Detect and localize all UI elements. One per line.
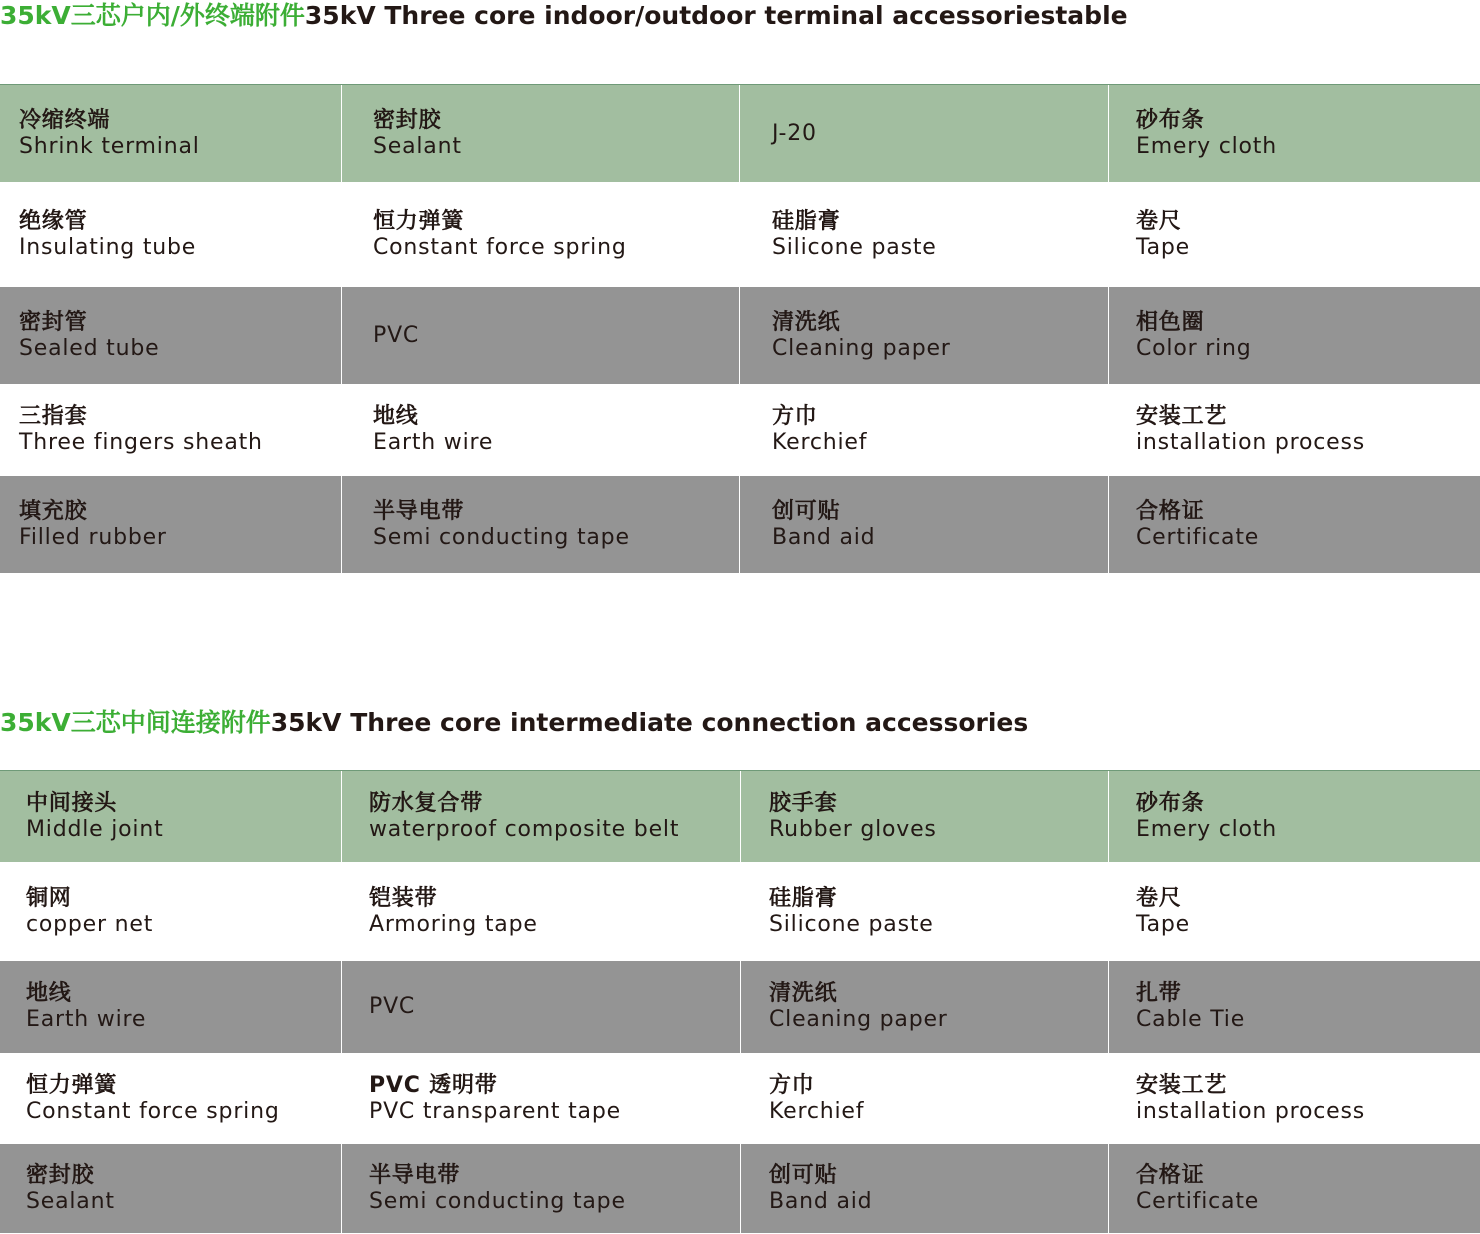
table-cell <box>740 862 1108 961</box>
table-cell <box>1108 85 1480 182</box>
cell-label-zh: 合格证 <box>1136 1162 1205 1188</box>
table-row <box>0 1053 1480 1144</box>
table-row <box>0 384 1480 476</box>
table-cell <box>0 182 341 287</box>
table-cell <box>739 476 1108 573</box>
cell-label-zh: 地线 <box>26 981 72 1006</box>
cell-label-zh: 清洗纸 <box>769 981 838 1006</box>
table-cell <box>0 771 341 862</box>
table-cell <box>0 862 341 961</box>
cell-label-zh: 创可贴 <box>772 498 841 524</box>
table-cell <box>341 961 740 1053</box>
cell-label-en: Constant force spring <box>26 1098 280 1124</box>
table-row <box>0 771 1480 862</box>
table2-title-en: 35kV Three core intermediate connection accessories <box>270 708 1029 737</box>
cell-label-zh: 冷缩终端 <box>19 107 111 133</box>
table2-title-cn: 35kV三芯中间连接附件 <box>0 708 271 737</box>
cell-label-zh: 防水复合带 <box>369 790 484 816</box>
cell-label-zh: 半导电带 <box>373 498 465 524</box>
cell-label-en: Semi conducting tape <box>373 524 630 550</box>
cell-label-zh: 方巾 <box>769 1072 815 1098</box>
cell-label-zh: 合格证 <box>1136 498 1205 524</box>
table-cell <box>0 384 341 476</box>
cell-label-en: Semi conducting tape <box>369 1188 626 1214</box>
table-cell <box>341 862 740 961</box>
table-cell <box>739 85 1108 182</box>
cell-label-en: Tape <box>1136 911 1190 937</box>
table-cell <box>739 182 1108 287</box>
cell-label-zh: PVC 透明带 <box>369 1072 498 1098</box>
cell-label-zh: 铜网 <box>26 885 72 911</box>
table-cell <box>740 771 1108 862</box>
table-row <box>0 85 1480 182</box>
cell-label-zh: 中间接头 <box>26 790 118 816</box>
cell-label-en: Band aid <box>772 524 876 550</box>
table-row <box>0 1144 1480 1233</box>
cell-label-en: PVC <box>369 994 416 1019</box>
cell-label-en: Kerchief <box>769 1098 865 1124</box>
cell-label-zh: 砂布条 <box>1136 790 1205 816</box>
cell-label-en: Tape <box>1136 234 1190 260</box>
table-cell <box>1108 1144 1480 1233</box>
table-cell <box>1108 182 1480 287</box>
cell-label-en: Earth wire <box>373 430 494 455</box>
cell-label-en: Cable Tie <box>1136 1007 1246 1032</box>
table1-title-cn: 35kV三芯户内/外终端附件 <box>0 1 305 30</box>
cell-label-zh: 安装工艺 <box>1136 1072 1228 1098</box>
cell-label-zh: 密封管 <box>19 309 88 335</box>
cell-label-zh: 硅脂膏 <box>772 208 841 234</box>
cell-label-zh: 卷尺 <box>1136 885 1182 911</box>
table-cell <box>740 1053 1108 1144</box>
cell-label-en: installation process <box>1136 430 1366 455</box>
table-cell <box>341 1144 740 1233</box>
cell-label-zh: 密封胶 <box>26 1162 95 1188</box>
table2-title <box>0 708 1028 738</box>
table-cell <box>1108 1053 1480 1144</box>
table-cell <box>341 384 739 476</box>
cell-label-en: waterproof composite belt <box>369 816 680 842</box>
cell-label-en: Sealant <box>26 1188 115 1214</box>
cell-label-zh: 安装工艺 <box>1136 404 1228 429</box>
cell-label-en: Sealant <box>373 133 462 159</box>
cell-label-en: Silicone paste <box>769 911 934 937</box>
table-cell <box>341 287 739 384</box>
table-row <box>0 961 1480 1053</box>
table1-title <box>0 1 1128 31</box>
table-cell <box>341 771 740 862</box>
table-cell <box>0 85 341 182</box>
table1-title-en: 35kV Three core indoor/outdoor terminal accessoriestable <box>304 1 1128 30</box>
cell-label-en: Middle joint <box>26 816 164 842</box>
cell-label-zh: 相色圈 <box>1136 309 1205 335</box>
cell-label-zh: 恒力弹簧 <box>26 1072 118 1098</box>
cell-label-en: PVC <box>373 322 420 348</box>
table-row <box>0 287 1480 384</box>
cell-label-en: Cleaning paper <box>769 1007 948 1032</box>
cell-label-zh: 地线 <box>373 404 419 429</box>
table-row <box>0 862 1480 961</box>
table-cell <box>740 961 1108 1053</box>
table-cell <box>739 287 1108 384</box>
table-cell <box>0 287 341 384</box>
cell-label-en: Insulating tube <box>19 234 197 260</box>
cell-label-zh: 密封胶 <box>373 107 442 133</box>
cell-label-zh: 铠装带 <box>369 885 438 911</box>
cell-label-zh: 胶手套 <box>769 790 838 816</box>
cell-label-zh: 扎带 <box>1136 981 1182 1006</box>
cell-label-en: J-20 <box>772 120 817 146</box>
cell-label-en: Color ring <box>1136 335 1252 361</box>
table-cell <box>0 1053 341 1144</box>
table-cell <box>341 476 739 573</box>
table-cell <box>341 182 739 287</box>
cell-label-en: copper net <box>26 911 154 937</box>
cell-label-zh: 三指套 <box>19 404 88 429</box>
table-cell <box>1108 476 1480 573</box>
table-cell <box>1108 961 1480 1053</box>
cell-label-en: Constant force spring <box>373 234 627 260</box>
cell-label-zh: 绝缘管 <box>19 208 88 234</box>
table-cell <box>0 1144 341 1233</box>
cell-label-en: Band aid <box>769 1188 873 1214</box>
cell-label-zh: 恒力弹簧 <box>373 208 465 234</box>
cell-label-en: Emery cloth <box>1136 133 1277 159</box>
cell-label-zh: 卷尺 <box>1136 208 1182 234</box>
cell-label-en: Cleaning paper <box>772 335 951 361</box>
table-cell <box>341 1053 740 1144</box>
cell-label-en: PVC transparent tape <box>369 1098 621 1124</box>
cell-label-zh: 硅脂膏 <box>769 885 838 911</box>
cell-label-zh: 清洗纸 <box>772 309 841 335</box>
cell-label-en: Earth wire <box>26 1007 147 1032</box>
cell-label-en: Certificate <box>1136 524 1260 550</box>
table-cell <box>1108 771 1480 862</box>
cell-label-en: installation process <box>1136 1098 1366 1124</box>
cell-label-en: Silicone paste <box>772 234 937 260</box>
cell-label-zh: 填充胶 <box>19 498 88 524</box>
table-cell <box>0 476 341 573</box>
table-cell <box>341 85 739 182</box>
cell-label-en: Kerchief <box>772 430 868 455</box>
table-cell <box>740 1144 1108 1233</box>
table-cell <box>739 384 1108 476</box>
cell-label-en: Certificate <box>1136 1188 1260 1214</box>
intermediate-connection-accessories-table <box>0 770 1480 1233</box>
table-row <box>0 476 1480 573</box>
cell-label-en: Emery cloth <box>1136 816 1277 842</box>
table-cell <box>1108 384 1480 476</box>
cell-label-en: Three fingers sheath <box>19 430 263 455</box>
table-row <box>0 182 1480 287</box>
cell-label-en: Filled rubber <box>19 524 167 550</box>
cell-label-zh: 方巾 <box>772 404 818 429</box>
table-cell <box>1108 862 1480 961</box>
cell-label-en: Rubber gloves <box>769 816 937 842</box>
cell-label-en: Sealed tube <box>19 335 160 361</box>
cell-label-zh: 创可贴 <box>769 1162 838 1188</box>
table-cell <box>0 961 341 1053</box>
cell-label-en: Armoring tape <box>369 911 538 937</box>
cell-label-zh: 半导电带 <box>369 1162 461 1188</box>
terminal-accessories-table <box>0 84 1480 573</box>
cell-label-en: Shrink terminal <box>19 133 200 159</box>
cell-label-zh: 砂布条 <box>1136 107 1205 133</box>
table-cell <box>1108 287 1480 384</box>
